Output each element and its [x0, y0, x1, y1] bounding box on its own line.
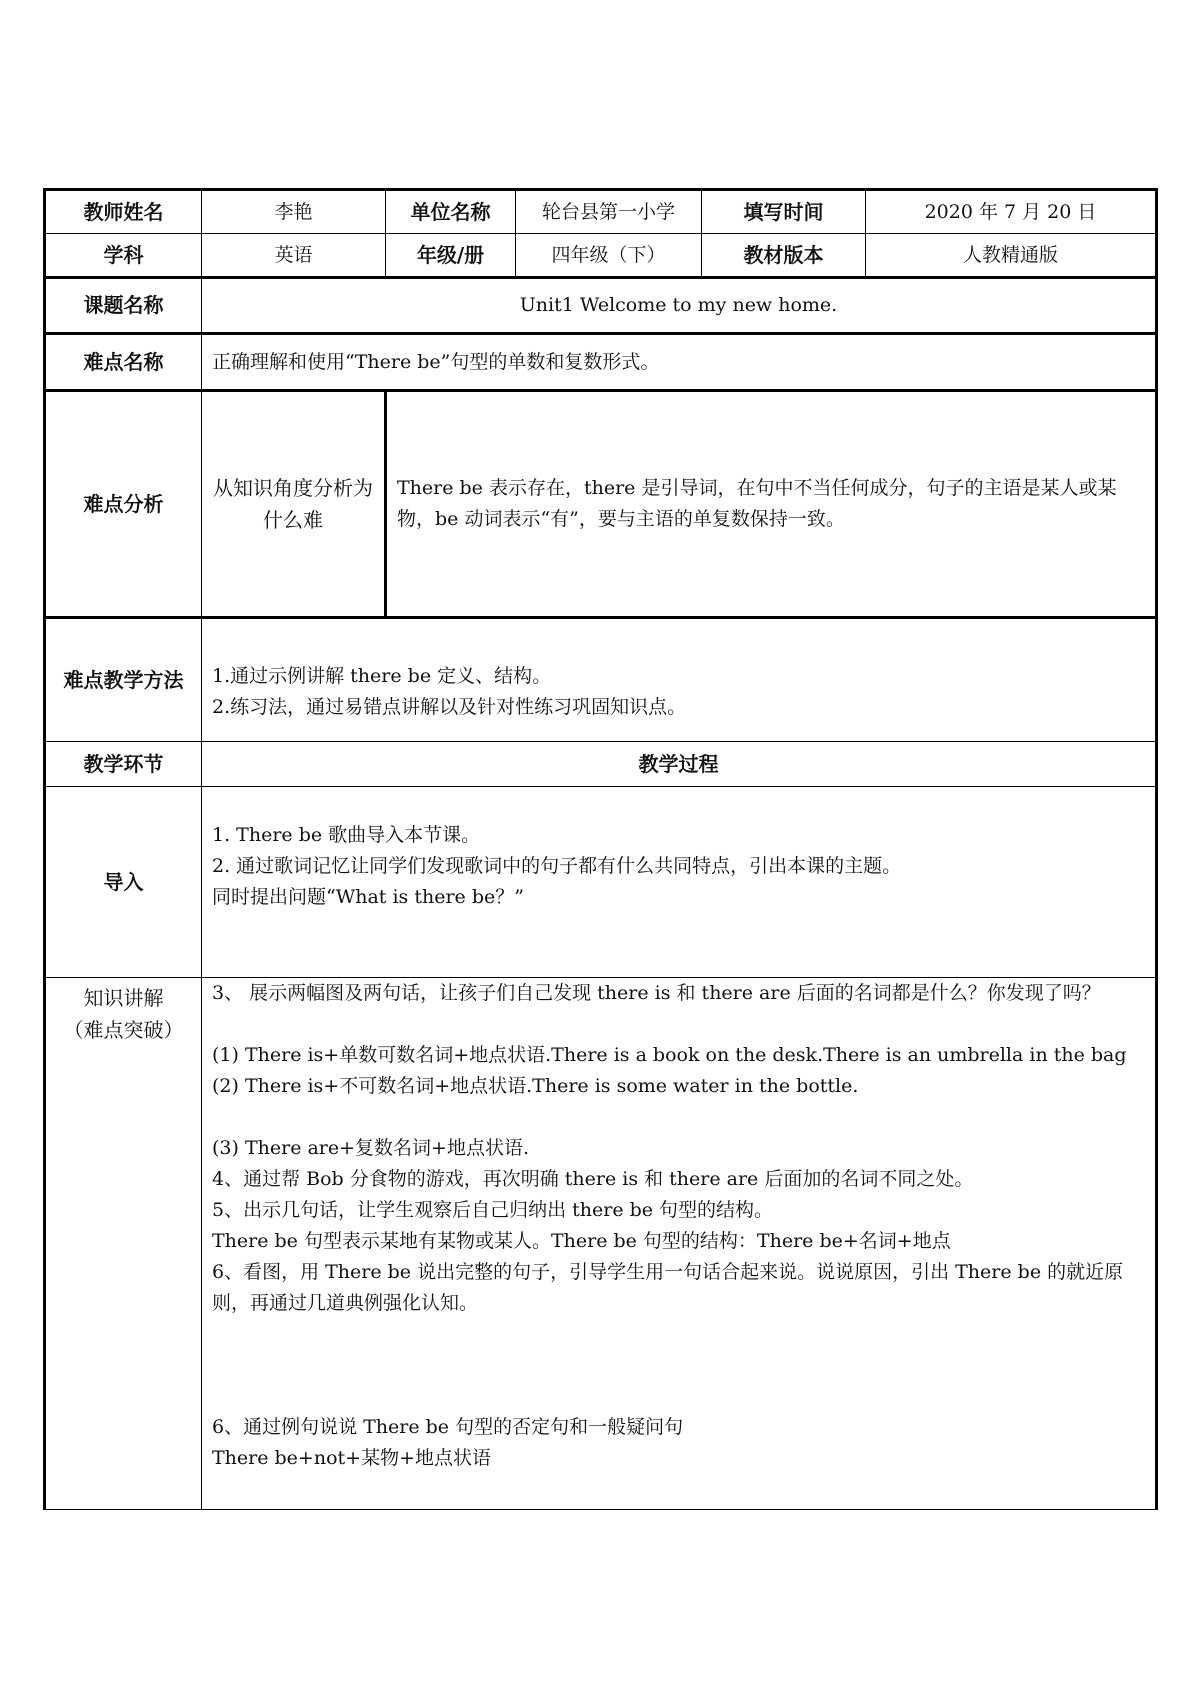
difficulty-label: 难点名称 — [45, 334, 202, 391]
lecture-line-5: 4、通过帮 Bob 分食物的游戏，再次明确 there is 和 there are 后面加的名词不同之处。 — [212, 1168, 974, 1190]
teacher-name-label: 教师姓名 — [45, 190, 202, 234]
edition-label: 教材版本 — [702, 234, 866, 278]
unit-name-value: 轮台县第一小学 — [516, 190, 702, 234]
lecture-blank-5 — [212, 1381, 1145, 1412]
subject-label: 学科 — [45, 234, 202, 278]
lecture-line-9: 6、通过例句说说 There be 句型的否定句和一般疑问句 — [212, 1416, 684, 1438]
lesson-plan-table — [43, 188, 1158, 1510]
lesson-plan-form — [43, 188, 1155, 1510]
topic-label: 课题名称 — [45, 278, 202, 334]
method-label: 难点教学方法 — [45, 618, 202, 742]
subject-value: 英语 — [202, 234, 386, 278]
process-header: 教学过程 — [202, 742, 1157, 787]
intro-content — [202, 787, 1157, 978]
difficulty-value: 正确理解和使用“There be”句型的单数和复数形式。 — [202, 334, 1157, 391]
analysis-sub-label: 从知识角度分析为什么难 — [202, 391, 386, 618]
topic-value: Unit1 Welcome to my new home. — [202, 278, 1157, 334]
method-line-1: 1.通过示例讲解 there be 定义、结构。 — [212, 665, 552, 687]
grade-label: 年级/册 — [386, 234, 516, 278]
method-line-2: 2.练习法，通过易错点讲解以及针对性练习巩固知识点。 — [212, 696, 687, 718]
intro-line-1: 1. There be 歌曲导入本节课。 — [212, 824, 481, 846]
teacher-name-value: 李艳 — [202, 190, 386, 234]
lecture-line-1: 3、 展示两幅图及两句话，让孩子们自己发现 there is 和 there are 后面的名词都是什么？你发现了吗？ — [212, 982, 1101, 1004]
lecture-blank-4 — [212, 1350, 1145, 1381]
lecture-label-line-1: 知识讲解 — [83, 986, 164, 1010]
lecture-label-line-2: （难点突破） — [63, 1018, 184, 1042]
intro-label: 导入 — [45, 787, 202, 978]
edition-value: 人教精通版 — [866, 234, 1157, 278]
method-content — [202, 618, 1157, 742]
intro-line-3: 同时提出问题“What is there be？” — [212, 886, 524, 908]
lecture-blank-2 — [212, 1102, 1145, 1133]
unit-name-label: 单位名称 — [386, 190, 516, 234]
process-stage-label: 教学环节 — [45, 742, 202, 787]
lecture-line-7: There be 句型表示某地有某物或某人。There be 句型的结构：There be+名词+地点 — [212, 1230, 951, 1252]
lecture-line-2: (1) There is+单数可数名词+地点状语.There is a book on the desk.There is an umbrella in the bag — [212, 1044, 1127, 1066]
intro-line-2: 2. 通过歌词记忆让同学们发现歌词中的句子都有什么共同特点，引出本课的主题。 — [212, 855, 902, 877]
lecture-line-8: 6、看图，用 There be 说出完整的句子，引导学生用一句话合起来说。说说原因，引出 There be 的就近原则，再通过几道典例强化认知。 — [212, 1261, 1124, 1314]
analysis-label: 难点分析 — [45, 391, 202, 618]
lecture-content — [202, 978, 1157, 1510]
grade-value: 四年级（下） — [516, 234, 702, 278]
lecture-line-10: There be+not+某物+地点状语 — [212, 1447, 491, 1469]
lecture-blank-3 — [212, 1319, 1145, 1350]
lecture-line-3: (2) There is+不可数名词+地点状语.There is some water in the bottle. — [212, 1075, 859, 1097]
lecture-label — [45, 978, 202, 1510]
fill-date-value: 2020 年 7 月 20 日 — [866, 190, 1157, 234]
fill-date-label: 填写时间 — [702, 190, 866, 234]
analysis-value: There be 表示存在，there 是引导词，在句中不当任何成分，句子的主语是某人或某物，be 动词表示“有”，要与主语的单复数保持一致。 — [386, 391, 1157, 618]
lecture-blank-1 — [212, 1009, 1145, 1040]
lecture-line-4: (3) There are+复数名词+地点状语. — [212, 1137, 530, 1159]
lecture-line-6: 5、出示几句话，让学生观察后自己归纳出 there be 句型的结构。 — [212, 1199, 774, 1221]
